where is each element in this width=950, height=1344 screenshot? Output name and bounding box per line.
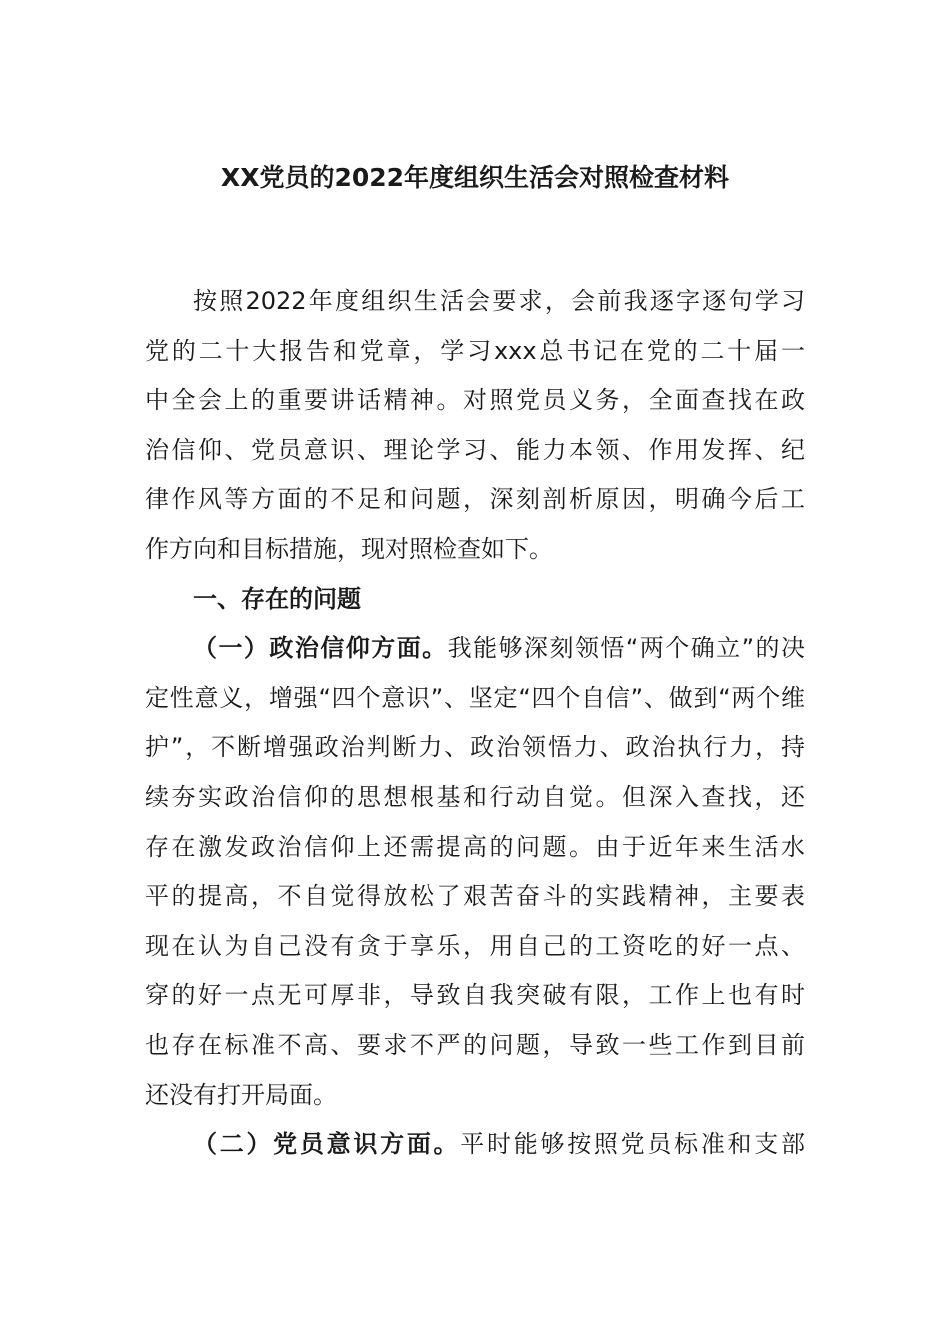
intro-paragraph <box>145 277 805 575</box>
intro-line: 治信仰、党员意识、理论学习、能力本领、作用发挥、纪 <box>145 435 805 464</box>
item-heading: （二）党员意识方面。 <box>193 1130 461 1159</box>
item-political-belief <box>145 624 805 1120</box>
intro-line: 中全会上的重要讲话精神。对照党员义务，全面查找在政 <box>145 386 805 415</box>
item-line: 定性意义，增强“四个意识”、坚定“四个自信”、做到“两个维 <box>145 683 805 712</box>
item-line: 护”，不断增强政治判断力、政治领悟力、政治执行力，持 <box>145 733 805 762</box>
item-text: 我能够深刻领悟“两个确立”的决 <box>447 634 805 663</box>
item-line: 也存在标准不高、要求不严的问题，导致一些工作到目前 <box>145 1030 805 1059</box>
item-line: 存在激发政治信仰上还需提高的问题。由于近年来生活水 <box>145 832 805 861</box>
section-heading: 一、存在的问题 <box>193 584 361 613</box>
item-line: 穿的好一点无可厚非，导致自我突破有限，工作上也有时 <box>145 981 805 1010</box>
item-first-line <box>145 1120 805 1170</box>
intro-line: 律作风等方面的不足和问题，深刻剖析原因，明确今后工 <box>145 485 805 514</box>
document-title: XX党员的2022年度组织生活会对照检查材料 <box>220 163 730 192</box>
item-line: 续夯实政治信仰的思想根基和行动自觉。但深入查找，还 <box>145 782 805 811</box>
item-line: 还没有打开局面。 <box>145 1080 337 1109</box>
document-body <box>145 277 805 1170</box>
item-party-awareness <box>145 1120 805 1170</box>
intro-line: 作方向和目标措施，现对照检查如下。 <box>145 534 553 563</box>
intro-line: 党的二十大报告和党章，学习xxx总书记在党的二十届一 <box>145 336 805 365</box>
intro-line: 按照2022年度组织生活会要求，会前我逐字逐句学习 <box>193 287 805 315</box>
item-first-line <box>145 624 805 674</box>
item-line: 现在认为自己没有贪于享乐，用自己的工资吃的好一点、 <box>145 931 805 960</box>
item-line: 平的提高，不自觉得放松了艰苦奋斗的实践精神，主要表 <box>145 882 805 911</box>
item-heading: （一）政治信仰方面。 <box>193 634 448 663</box>
item-text: 平时能够按照党员标准和支部 <box>460 1130 806 1159</box>
